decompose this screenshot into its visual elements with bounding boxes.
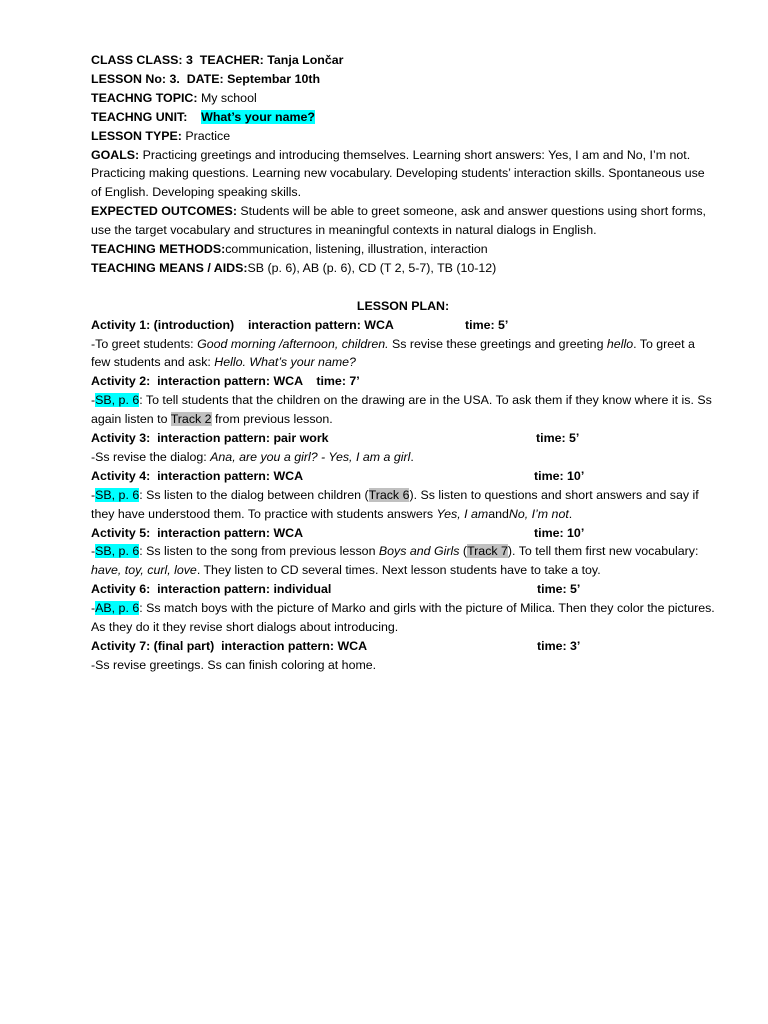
description-text: Ana, are you a girl? - Yes, I am a girl — [210, 449, 411, 464]
activities-list — [91, 316, 715, 675]
description-text: ). Ss listen to questions and short answers and say if they have understood them. To practice with students answers — [91, 487, 699, 521]
description-text: Hello. What’s your name? — [214, 355, 356, 370]
type-value: Practice — [185, 128, 231, 143]
description-text: . — [410, 449, 414, 464]
activity-4-title: Activity 4: interaction pattern: WCA — [91, 468, 304, 483]
description-text: : To tell students that the children on the drawing are in the USA. To ask them if they know where it is. Ss again listen to — [91, 393, 712, 427]
goals-text: Practicing greetings and introducing themselves. Learning short answers: Yes, I am and No, I’m not. Practicing making questions. Learning new vocabulary. Developing students’ interaction skills. Spontaneous use of English. Developing speaking skills. — [91, 147, 705, 200]
teacher-value: Tanja Lončar — [267, 53, 344, 67]
book-reference: SB, p. 6 — [95, 487, 140, 502]
activity-6-time: time: 5’ — [537, 582, 581, 597]
type-label: LESSON TYPE: — [91, 128, 182, 143]
teacher-label: TEACHER: — [199, 53, 264, 67]
description-text: -To greet students: — [91, 336, 198, 351]
description-text: ). To tell them first new vocabulary: — [507, 544, 699, 559]
activity-1-heading — [91, 316, 715, 335]
description-text: . To greet a few students and ask: — [91, 336, 695, 370]
activity-6-description — [91, 599, 715, 637]
topic-label: TEACHNG TOPIC: — [91, 90, 198, 105]
topic-value: My school — [200, 90, 257, 105]
activity-4-description — [91, 486, 715, 524]
date-label: DATE: — [186, 71, 224, 86]
unit-label: TEACHNG UNIT: — [91, 109, 188, 124]
description-text: ( — [459, 544, 468, 559]
activity-7-time: time: 3’ — [537, 638, 581, 653]
description-text: hello — [606, 336, 634, 351]
activity-1-description — [91, 335, 715, 373]
class-label: CLASS CLASS: 3 — [91, 53, 193, 67]
track-reference: Track 2 — [170, 412, 212, 427]
spacer — [91, 278, 715, 297]
lesson-plan-title-text: LESSON PLAN: — [356, 298, 450, 313]
description-text: - — [91, 544, 96, 559]
activity-1-title: Activity 1: (introduction) interaction pattern: WCA — [91, 317, 394, 332]
activity-5-description — [91, 542, 715, 580]
description-text: from previous lesson. — [211, 412, 333, 427]
means-text: SB (p. 6), AB (p. 6), CD (T 2, 5-7), TB (10-12) — [247, 260, 497, 275]
unit-value: What’s your name? — [201, 109, 315, 124]
description-text: -Ss revise greetings. Ss can finish coloring at home. — [91, 657, 377, 672]
description-text: No, I’m not — [508, 506, 569, 521]
description-text: and — [488, 506, 509, 521]
methods-text: communication, listening, illustration, interaction — [225, 242, 488, 257]
lesson-plan-document — [91, 51, 715, 675]
description-text: have, toy, curl, love — [91, 563, 197, 578]
methods-label: TEACHING METHODS: — [91, 242, 226, 257]
description-text: Good morning /afternoon, children. — [197, 336, 389, 351]
activity-6-title: Activity 6: interaction pattern: individual — [91, 582, 332, 597]
activity-2-heading — [91, 372, 715, 391]
description-text: : Ss listen to the dialog between children ( — [139, 487, 369, 502]
description-text: Yes, I am — [436, 506, 489, 521]
description-text: Boys and Girls — [378, 544, 460, 559]
track-reference: Track 6 — [368, 487, 410, 502]
description-text: . — [568, 506, 573, 521]
activity-7-heading — [91, 637, 715, 656]
activity-3-title: Activity 3: interaction pattern: pair work — [91, 431, 329, 446]
means-label: TEACHING MEANS / AIDS: — [91, 260, 248, 275]
activity-3-description — [91, 448, 715, 467]
activity-5-title: Activity 5: interaction pattern: WCA — [91, 525, 304, 540]
activity-3-heading — [91, 429, 715, 448]
means-line — [91, 259, 715, 278]
date-value: Septembar 10th — [227, 71, 321, 86]
description-text: -Ss revise the dialog: — [91, 449, 211, 464]
activity-4-time: time: 10’ — [534, 468, 585, 483]
track-reference: Track 7 — [467, 544, 508, 559]
goals-label: GOALS: — [91, 147, 140, 162]
description-text: : Ss match boys with the picture of Marko and girls with the picture of Milica. Then they color the pictures. As they do it they revise short dialogs about introducing. — [91, 601, 715, 635]
methods-line — [91, 240, 715, 259]
activity-1-time: time: 5’ — [465, 317, 509, 332]
activity-5-time: time: 10’ — [534, 525, 585, 540]
description-text: . They listen to CD several times. Next lesson students have to take a toy. — [196, 563, 601, 578]
activity-2-title: Activity 2: interaction pattern: WCA time: 7’ — [91, 374, 360, 389]
book-reference: SB, p. 6 — [95, 544, 140, 559]
lesson-plan-title — [91, 297, 715, 316]
description-text: - — [91, 487, 96, 502]
outcomes-text: Students will be able to greet someone, ask and answer questions using short forms, use the target vocabulary and structures in meaningful contexts in natural dialogs in English. — [91, 204, 706, 238]
book-reference: AB, p. 6 — [95, 601, 140, 616]
description-text: : Ss listen to the song from previous lesson — [139, 544, 379, 559]
topic-line — [91, 89, 715, 108]
activity-2-description — [91, 391, 715, 429]
type-line — [91, 127, 715, 146]
class-line — [91, 51, 715, 70]
book-reference: SB, p. 6 — [95, 393, 140, 408]
activity-6-heading — [91, 580, 715, 599]
activity-4-heading — [91, 467, 715, 486]
unit-line — [91, 108, 715, 127]
activity-3-time: time: 5’ — [536, 431, 580, 446]
description-text: Ss revise these greetings and greeting — [388, 336, 607, 351]
activity-7-description — [91, 656, 715, 675]
goals-paragraph — [91, 146, 715, 203]
lesson-no-label: LESSON No: 3. — [91, 71, 180, 86]
activity-5-heading — [91, 524, 715, 543]
description-text: - — [91, 601, 96, 616]
lesson-no-line — [91, 70, 715, 89]
outcomes-label: EXPECTED OUTCOMES: — [91, 204, 237, 219]
activity-7-title: Activity 7: (final part) interaction pattern: WCA — [91, 638, 368, 653]
outcomes-paragraph — [91, 202, 715, 240]
description-text: - — [91, 393, 96, 408]
